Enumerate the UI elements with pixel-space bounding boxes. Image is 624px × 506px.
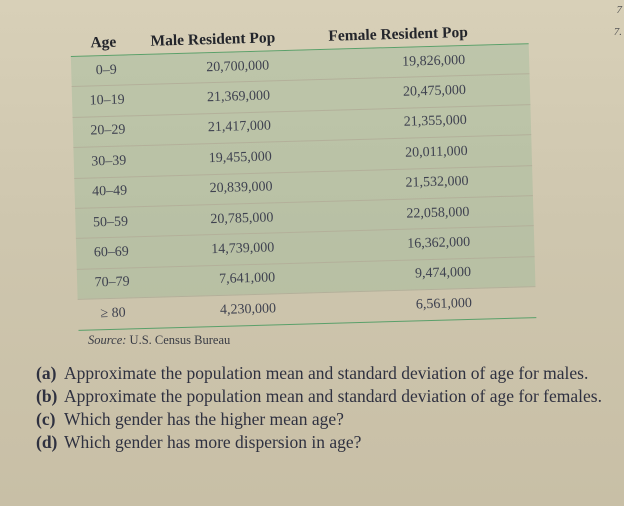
age-cell: 20–29 <box>90 122 126 139</box>
table-body <box>71 44 536 330</box>
female-pop-cell: 6,561,000 <box>415 295 473 313</box>
question-letter: (a) <box>36 363 57 383</box>
question-text: Approximate the population mean and standard deviation of age for males. <box>64 363 589 383</box>
age-cell: 50–59 <box>92 214 129 231</box>
age-cell: ≥ 80 <box>100 305 126 322</box>
male-pop-cell: 14,739,000 <box>211 240 275 258</box>
question-letter: (c) <box>36 409 56 429</box>
male-pop-cell: 7,641,000 <box>218 270 276 288</box>
age-cell: 30–39 <box>91 153 127 170</box>
question-text: Which gender has the higher mean age? <box>64 409 344 429</box>
male-pop-cell: 20,785,000 <box>210 210 274 227</box>
source-text: U.S. Census Bureau <box>129 333 231 347</box>
question-a <box>36 362 616 385</box>
page-edge-mark-second: 7. <box>613 26 622 38</box>
exercise-questions <box>36 362 616 454</box>
header-age: Age <box>90 33 117 52</box>
age-cell: 60–69 <box>93 244 130 261</box>
female-pop-cell: 20,011,000 <box>404 143 468 161</box>
female-pop-cell: 20,475,000 <box>402 83 467 100</box>
question-d <box>36 431 616 454</box>
question-text: Which gender has more dispersion in age? <box>64 432 362 452</box>
female-pop-cell: 9,474,000 <box>414 265 472 282</box>
question-c <box>36 408 616 431</box>
header-female-pop: Female Resident Pop <box>328 23 469 45</box>
age-cell: 10–19 <box>89 92 125 109</box>
female-pop-cell: 21,532,000 <box>405 174 469 191</box>
male-pop-cell: 4,230,000 <box>219 301 277 318</box>
age-cell: 40–49 <box>91 183 128 200</box>
population-table <box>70 13 536 330</box>
male-pop-cell: 21,417,000 <box>207 118 272 136</box>
male-pop-cell: 20,839,000 <box>209 179 273 197</box>
male-pop-cell: 19,455,000 <box>208 149 272 167</box>
source-label: Source: <box>88 333 127 347</box>
header-male-pop: Male Resident Pop <box>150 29 276 50</box>
female-pop-cell: 21,355,000 <box>403 113 468 131</box>
question-letter: (d) <box>36 432 58 452</box>
question-text: Approximate the population mean and standard deviation of age for females. <box>64 386 602 406</box>
male-pop-cell: 20,700,000 <box>205 58 270 75</box>
female-pop-cell: 16,362,000 <box>407 234 471 252</box>
question-letter: (b) <box>36 386 58 406</box>
age-cell: 70–79 <box>94 274 130 291</box>
female-pop-cell: 22,058,000 <box>406 204 470 222</box>
question-b <box>36 385 616 408</box>
male-pop-cell: 21,369,000 <box>206 88 271 106</box>
female-pop-cell: 19,826,000 <box>401 52 466 70</box>
source-note <box>88 333 230 348</box>
age-cell: 0–9 <box>95 62 117 78</box>
page-edge-mark-top: 7 <box>616 4 622 16</box>
